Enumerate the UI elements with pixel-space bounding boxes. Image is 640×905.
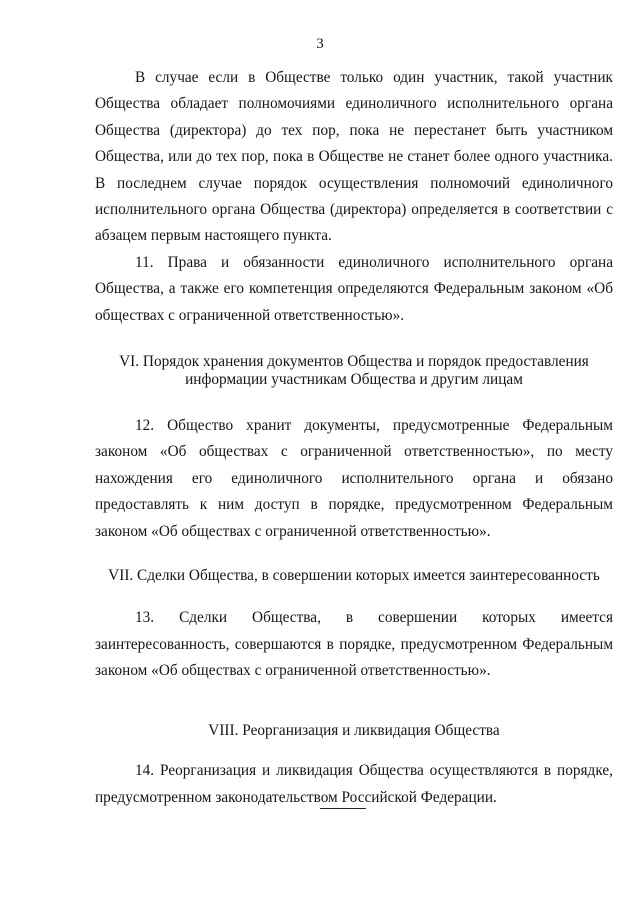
- paragraph-12: 12. Общество хранит документы, предусмотренные Федеральным законом «Об обществах с ограниченной ответственностью», по месту нахождения его единоличного исполнительного органа и обязано предоставлять к ним доступ в порядке, предусмотренном Федеральным законом «Об обществах с ограниченной ответственностью».: [95, 417, 613, 540]
- document-body: [95, 65, 613, 811]
- page-number: 3: [316, 36, 324, 52]
- section-vi-heading-line1: VI. Порядок хранения документов Общества и порядок предоставления: [119, 353, 589, 371]
- paragraph-13: 13. Сделки Общества, в совершении которых имеется заинтересованность, совершаются в порядке, предусмотренном Федеральным законом «Об обществах с ограниченной ответственностью».: [95, 609, 613, 679]
- section-viii-heading: VIII. Реорганизация и ликвидация Общества: [208, 722, 500, 740]
- section-vi-heading-line2: информации участникам Общества и другим лицам: [185, 371, 523, 389]
- section-vi-heading: [95, 353, 613, 389]
- paragraph-11: 11. Права и обязанности единоличного исполнительного органа Общества, а также его компетенция определяются Федеральным законом «Об обществах с ограниченной ответственностью».: [95, 253, 613, 324]
- section-vii-heading: VII. Сделки Общества, в совершении которых имеется заинтересованность: [108, 567, 600, 585]
- end-of-document-rule: [320, 808, 366, 809]
- paragraph-single-member: В случае если в Обществе только один участник, такой участник Общества обладает полномочиями единоличного исполнительного органа Общества (директора) до тех пор, пока не перестанет быть участником Общества, или до тех пор, пока в Обществе не станет более одного участника. В последнем случае порядок осуществления полномочий единоличного исполнительного органа Общества (директора) определяется в соответствии с абзацем первым настоящего пункта.: [95, 69, 613, 245]
- paragraph-14: 14. Реорганизация и ликвидация Общества осуществляются в порядке, предусмотренном законодательством Российской Федерации.: [95, 762, 613, 806]
